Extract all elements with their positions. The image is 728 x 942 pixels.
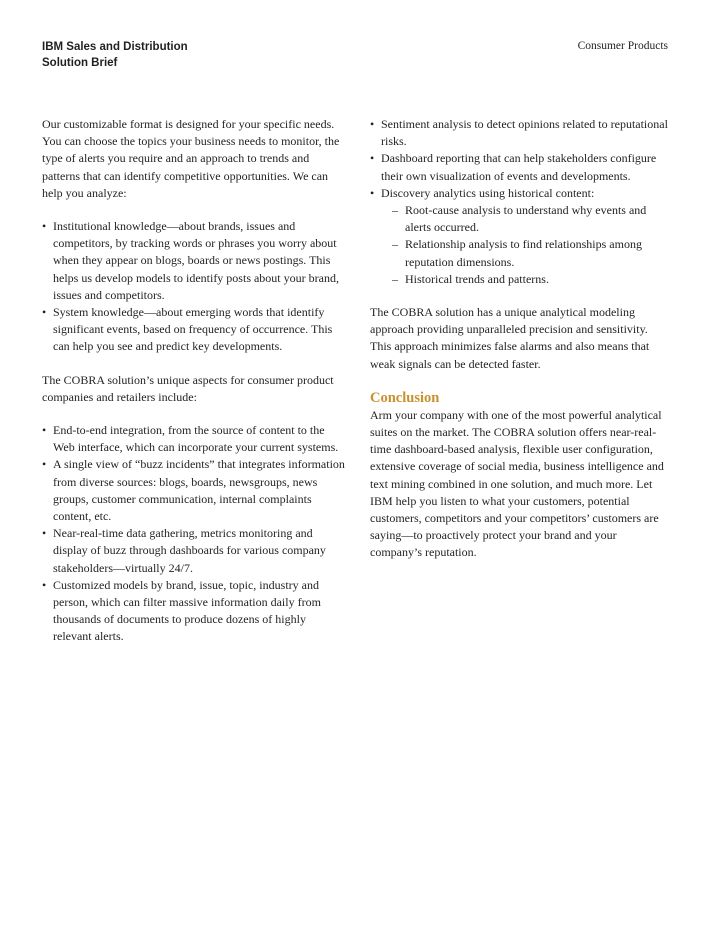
company-name: IBM Sales and Distribution	[42, 41, 188, 53]
analyze-list	[42, 218, 347, 356]
intro-paragraph: Our customizable format is designed for your specific needs. You can choose the topics your business needs to monitor, the type of alerts you require and an approach to trends and patterns that can identify competitive opportunities. We can help you analyze:	[42, 117, 340, 200]
sub-list-item: – Root-cause analysis to understand why events and alerts occurred.	[381, 202, 670, 236]
conclusion-heading: Conclusion	[370, 389, 440, 406]
aspects-list	[42, 422, 347, 646]
list-item: • Institutional knowledge—about brands, issues and competitors, by tracking words or phrases you worry about when they appear on blogs, boards or news postings. This helps us develop models to identify posts about your brand, issues and competitors.	[42, 218, 347, 304]
conclusion-paragraph: Arm your company with one of the most powerful analytical suites on the market. The COBRA solution offers near-real-time dashboard-based analysis, flexible user configuration, extensive coverage of social media, business intelligence and text mining combined in one solution, and much more. Let IBM help you listen to what your customers, potential customers, competitors and your competitors’ customers are saying—to proactively protect your brand and your company’s reputation.	[370, 407, 664, 560]
capabilities-list	[370, 116, 670, 288]
aspects-intro-paragraph: The COBRA solution’s unique aspects for consumer product companies and retailers include:	[42, 372, 334, 404]
list-item: • A single view of “buzz incidents” that integrates information from diverse sources: blogs, boards, newsgroups, news groups, customer communication, internal complaints content, etc.	[42, 456, 347, 525]
list-item: • Customized models by brand, issue, topic, industry and person, which can filter massive information daily from thousands of documents to produce dozens of highly relevant alerts.	[42, 577, 347, 646]
list-item: • Sentiment analysis to detect opinions related to reputational risks.	[370, 116, 670, 150]
list-item: • Dashboard reporting that can help stakeholders configure their own visualization of events and developments.	[370, 150, 670, 184]
document-header	[42, 39, 188, 71]
list-item: • Near-real-time data gathering, metrics monitoring and display of buzz through dashboards for various company stakeholders—virtually 24/7.	[42, 525, 347, 577]
document-type: Solution Brief	[42, 57, 118, 69]
list-item: • System knowledge—about emerging words that identify significant events, based on frequency of occurrence. This can help you see and predict key developments.	[42, 304, 347, 356]
list-item: • End-to-end integration, from the source of content to the Web interface, which can incorporate your current systems.	[42, 422, 347, 456]
list-item-label: Discovery analytics using historical content:	[381, 185, 595, 200]
list-item	[370, 185, 670, 288]
sub-list-item: – Historical trends and patterns.	[381, 271, 670, 288]
right-column	[370, 116, 670, 578]
left-column	[42, 116, 347, 662]
sub-list-item: – Relationship analysis to find relationships among reputation dimensions.	[381, 236, 670, 270]
discovery-sub-list	[381, 202, 670, 288]
approach-paragraph: The COBRA solution has a unique analytical modeling approach providing unparalleled precision and sensitivity. This approach minimizes false alarms and also means that weak signals can be detected faster.	[370, 305, 650, 371]
document-category: Consumer Products	[577, 40, 668, 52]
